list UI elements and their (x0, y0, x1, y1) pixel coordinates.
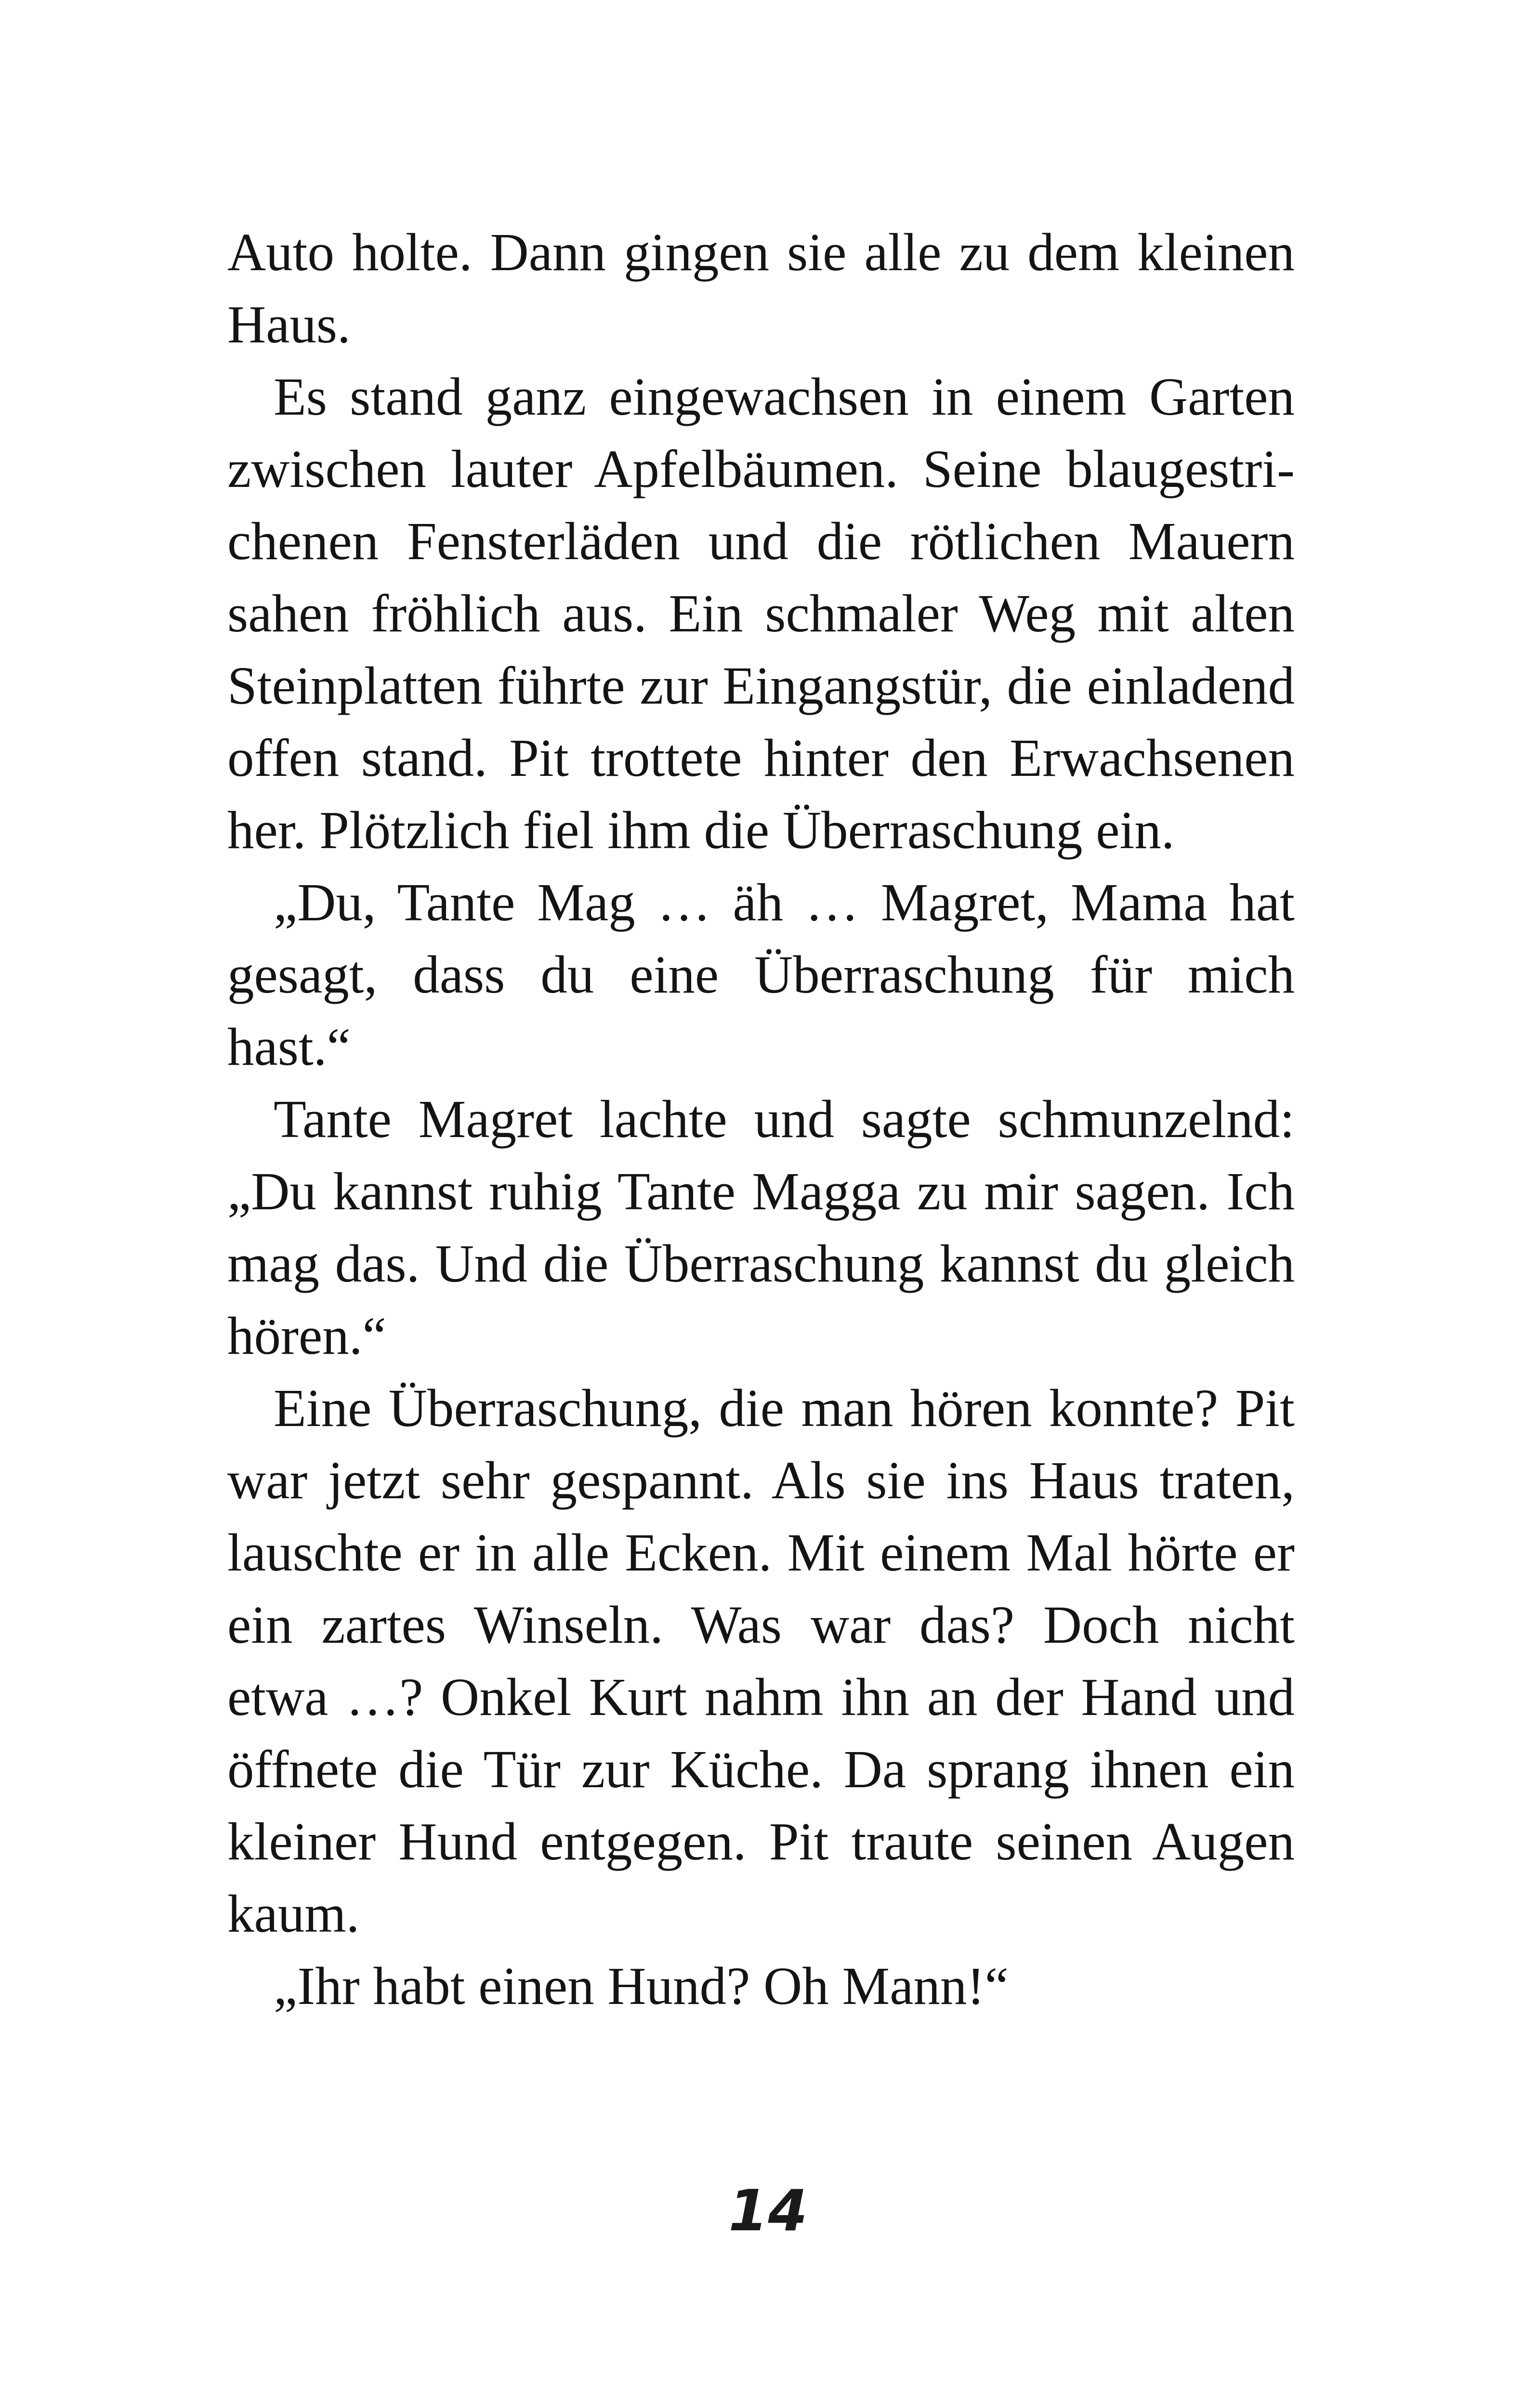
text-line: hast.“ (227, 1018, 351, 1077)
text-line: mag das. Und die Überraschung kannst du gleich (227, 1234, 1295, 1294)
paragraph (227, 1084, 1295, 1373)
text-line: Es stand ganz eingewachsen in einem Garten (274, 367, 1295, 427)
paragraph (227, 361, 1295, 867)
text-line: lauschte er in alle Ecken. Mit einem Mal hörte er (227, 1523, 1295, 1583)
text-line: chenen Fensterläden und die rötlichen Mauern (227, 512, 1295, 571)
text-line: hören.“ (227, 1307, 386, 1366)
text-line: war jetzt sehr gespannt. Als sie ins Haus traten, (227, 1451, 1295, 1510)
text-line: „Du, Tante Mag … äh … Magret, Mama hat (274, 873, 1295, 932)
text-line: Auto holte. Dann gingen sie alle zu dem kleinen (227, 223, 1295, 282)
text-line: etwa …? Onkel Kurt nahm ihn an der Hand und (227, 1668, 1295, 1727)
text-line: Steinplatten führte zur Eingangstür, die einladend (227, 656, 1295, 716)
paragraph (227, 867, 1295, 1084)
body-text (227, 217, 1295, 2023)
paragraph (227, 1950, 1295, 2023)
text-line: kleiner Hund entgegen. Pit traute seinen Augen (227, 1812, 1295, 1871)
text-line: gesagt, dass du eine Überraschung für mich (227, 945, 1295, 1005)
text-line: sahen fröhlich aus. Ein schmaler Weg mit alten (227, 584, 1295, 643)
text-line: ein zartes Winseln. Was war das? Doch nicht (227, 1596, 1295, 1655)
text-line: „Ihr habt einen Hund? Oh Mann!“ (274, 1957, 1009, 2016)
text-line: offen stand. Pit trottete hinter den Erwachsenen (227, 729, 1295, 788)
text-line: Haus. (227, 295, 351, 354)
text-line: Eine Überraschung, die man hören konnte? Pit (274, 1379, 1295, 1438)
text-line: öffnete die Tür zur Küche. Da sprang ihnen ein (227, 1740, 1295, 1799)
text-line: „Du kannst ruhig Tante Magga zu mir sagen. Ich (227, 1162, 1295, 1221)
text-line: her. Plötzlich fiel ihm die Überraschung ein. (227, 801, 1175, 860)
paragraph (227, 217, 1295, 361)
page-number: 14 (728, 2177, 808, 2244)
paragraph (227, 1373, 1295, 1950)
text-line: Tante Magret lachte und sagte schmunzelnd: (274, 1090, 1295, 1149)
text-line: zwischen lauter Apfelbäumen. Seine blaugestri- (227, 440, 1295, 499)
text-line: kaum. (227, 1885, 360, 1944)
